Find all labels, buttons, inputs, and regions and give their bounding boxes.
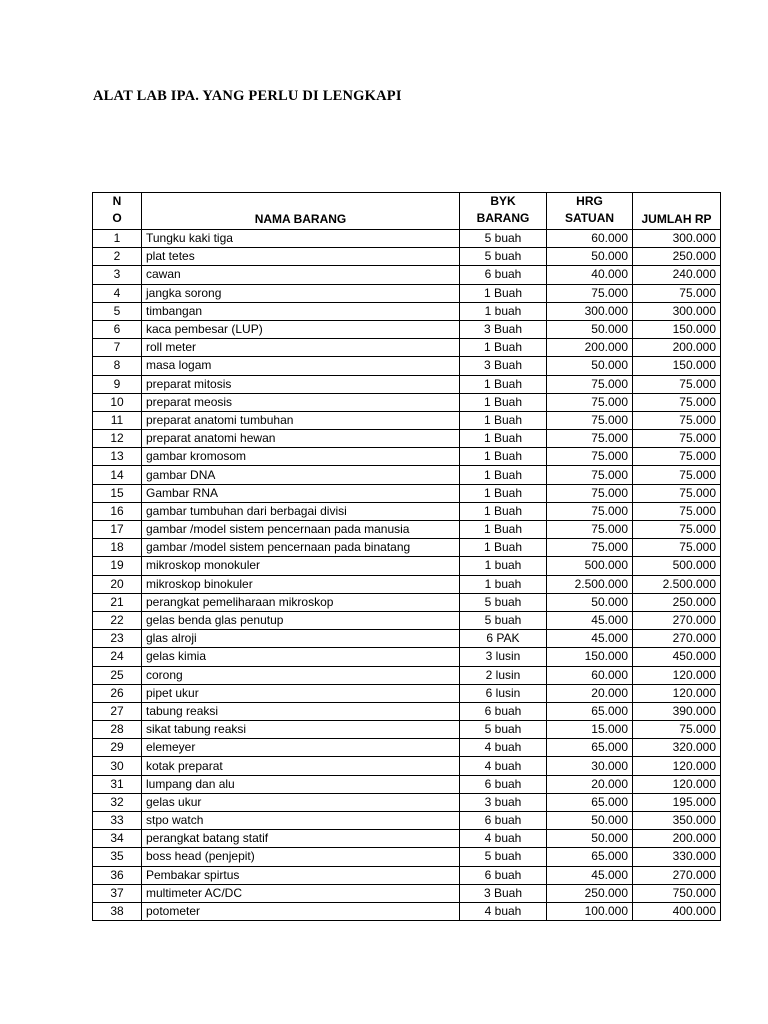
item-total: 350.000 (633, 812, 721, 830)
item-quantity: 5 buah (460, 593, 547, 611)
item-unit-price: 50.000 (547, 320, 633, 338)
table-row (93, 684, 721, 702)
item-name: preparat mitosis (142, 375, 460, 393)
row-number: 15 (93, 484, 142, 502)
row-number: 35 (93, 848, 142, 866)
item-name: multimeter AC/DC (142, 884, 460, 902)
item-unit-price: 45.000 (547, 866, 633, 884)
row-number: 2 (93, 248, 142, 266)
item-unit-price: 45.000 (547, 630, 633, 648)
item-total: 75.000 (633, 484, 721, 502)
item-name: lumpang dan alu (142, 775, 460, 793)
table-row (93, 484, 721, 502)
item-unit-price: 100.000 (547, 902, 633, 920)
item-total: 195.000 (633, 793, 721, 811)
row-number: 1 (93, 230, 142, 248)
row-number: 12 (93, 430, 142, 448)
row-number: 20 (93, 575, 142, 593)
item-total: 2.500.000 (633, 575, 721, 593)
item-total: 250.000 (633, 593, 721, 611)
item-unit-price: 50.000 (547, 830, 633, 848)
item-quantity: 6 buah (460, 866, 547, 884)
row-number: 36 (93, 866, 142, 884)
item-unit-price: 65.000 (547, 702, 633, 720)
item-total: 75.000 (633, 502, 721, 520)
row-number: 13 (93, 448, 142, 466)
item-unit-price: 60.000 (547, 666, 633, 684)
table-row (93, 902, 721, 920)
item-unit-price: 50.000 (547, 812, 633, 830)
item-unit-price: 75.000 (547, 430, 633, 448)
table-row (93, 630, 721, 648)
item-quantity: 1 Buah (460, 393, 547, 411)
table-row (93, 702, 721, 720)
item-name: perangkat batang statif (142, 830, 460, 848)
item-total: 450.000 (633, 648, 721, 666)
item-name: masa logam (142, 357, 460, 375)
item-unit-price: 50.000 (547, 248, 633, 266)
item-quantity: 1 Buah (460, 502, 547, 520)
row-number: 30 (93, 757, 142, 775)
item-total: 75.000 (633, 393, 721, 411)
document-title: ALAT LAB IPA. YANG PERLU DI LENGKAPI (93, 88, 402, 104)
item-quantity: 1 Buah (460, 521, 547, 539)
item-total: 75.000 (633, 448, 721, 466)
table-row (93, 393, 721, 411)
row-number: 25 (93, 666, 142, 684)
item-total: 75.000 (633, 284, 721, 302)
item-unit-price: 150.000 (547, 648, 633, 666)
item-unit-price: 75.000 (547, 393, 633, 411)
table-row (93, 866, 721, 884)
item-name: potometer (142, 902, 460, 920)
table-row (93, 411, 721, 429)
item-total: 75.000 (633, 539, 721, 557)
item-unit-price: 60.000 (547, 230, 633, 248)
header-price-line1: HRG (576, 194, 603, 208)
item-name: stpo watch (142, 812, 460, 830)
item-total: 500.000 (633, 557, 721, 575)
row-number: 16 (93, 502, 142, 520)
table-row (93, 775, 721, 793)
item-quantity: 5 buah (460, 721, 547, 739)
item-unit-price: 65.000 (547, 739, 633, 757)
item-total: 390.000 (633, 702, 721, 720)
item-quantity: 4 buah (460, 902, 547, 920)
row-number: 9 (93, 375, 142, 393)
header-no (93, 193, 142, 230)
table-row (93, 611, 721, 629)
item-quantity: 1 Buah (460, 339, 547, 357)
item-name: gambar tumbuhan dari berbagai divisi (142, 502, 460, 520)
item-name: Pembakar spirtus (142, 866, 460, 884)
item-name: timbangan (142, 302, 460, 320)
table-row (93, 302, 721, 320)
header-total (633, 193, 721, 230)
item-name: pipet ukur (142, 684, 460, 702)
item-name: kaca pembesar (LUP) (142, 320, 460, 338)
header-qty-line1: BYK (490, 194, 516, 208)
row-number: 7 (93, 339, 142, 357)
table-row (93, 793, 721, 811)
table-row (93, 320, 721, 338)
item-unit-price: 50.000 (547, 593, 633, 611)
item-quantity: 3 buah (460, 793, 547, 811)
item-total: 150.000 (633, 320, 721, 338)
item-quantity: 6 PAK (460, 630, 547, 648)
item-unit-price: 300.000 (547, 302, 633, 320)
item-unit-price: 65.000 (547, 848, 633, 866)
table-row (93, 739, 721, 757)
item-unit-price: 250.000 (547, 884, 633, 902)
item-quantity: 1 Buah (460, 430, 547, 448)
table-row (93, 884, 721, 902)
item-unit-price: 75.000 (547, 539, 633, 557)
item-name: gelas ukur (142, 793, 460, 811)
item-total: 240.000 (633, 266, 721, 284)
row-number: 23 (93, 630, 142, 648)
item-name: perangkat pemeliharaan mikroskop (142, 593, 460, 611)
item-quantity: 1 Buah (460, 539, 547, 557)
table-row (93, 248, 721, 266)
table-row (93, 721, 721, 739)
item-quantity: 5 buah (460, 848, 547, 866)
item-name: gelas benda glas penutup (142, 611, 460, 629)
table-row (93, 848, 721, 866)
item-unit-price: 50.000 (547, 357, 633, 375)
table-row (93, 757, 721, 775)
item-name: kotak preparat (142, 757, 460, 775)
item-name: Gambar RNA (142, 484, 460, 502)
item-name: corong (142, 666, 460, 684)
item-quantity: 1 buah (460, 575, 547, 593)
item-quantity: 4 buah (460, 739, 547, 757)
table-row (93, 593, 721, 611)
item-unit-price: 20.000 (547, 684, 633, 702)
item-unit-price: 500.000 (547, 557, 633, 575)
item-name: gambar /model sistem pencernaan pada binatang (142, 539, 460, 557)
item-quantity: 1 Buah (460, 375, 547, 393)
table-row (93, 284, 721, 302)
table-body (93, 230, 721, 921)
item-name: roll meter (142, 339, 460, 357)
item-name: mikroskop monokuler (142, 557, 460, 575)
item-total: 200.000 (633, 339, 721, 357)
item-unit-price: 200.000 (547, 339, 633, 357)
item-quantity: 1 Buah (460, 466, 547, 484)
row-number: 28 (93, 721, 142, 739)
item-total: 750.000 (633, 884, 721, 902)
item-name: preparat anatomi hewan (142, 430, 460, 448)
item-quantity: 5 buah (460, 248, 547, 266)
table-row (93, 357, 721, 375)
item-quantity: 1 Buah (460, 448, 547, 466)
row-number: 14 (93, 466, 142, 484)
table-row (93, 666, 721, 684)
row-number: 31 (93, 775, 142, 793)
row-number: 8 (93, 357, 142, 375)
item-quantity: 1 Buah (460, 284, 547, 302)
item-quantity: 5 buah (460, 230, 547, 248)
item-total: 120.000 (633, 757, 721, 775)
item-quantity: 1 Buah (460, 411, 547, 429)
item-total: 75.000 (633, 430, 721, 448)
row-number: 38 (93, 902, 142, 920)
row-number: 6 (93, 320, 142, 338)
item-name: gelas kimia (142, 648, 460, 666)
item-quantity: 6 buah (460, 775, 547, 793)
table-header-row (93, 193, 721, 230)
item-total: 120.000 (633, 666, 721, 684)
item-unit-price: 75.000 (547, 284, 633, 302)
item-name: preparat anatomi tumbuhan (142, 411, 460, 429)
header-name-label: NAMA BARANG (254, 212, 347, 226)
header-no-line1: N (112, 194, 122, 208)
item-name: Tungku kaki tiga (142, 230, 460, 248)
row-number: 3 (93, 266, 142, 284)
row-number: 33 (93, 812, 142, 830)
row-number: 34 (93, 830, 142, 848)
header-name (142, 193, 460, 230)
item-total: 200.000 (633, 830, 721, 848)
item-total: 270.000 (633, 630, 721, 648)
header-qty-line2: BARANG (476, 211, 530, 225)
item-quantity: 4 buah (460, 757, 547, 775)
item-quantity: 6 buah (460, 702, 547, 720)
item-total: 75.000 (633, 721, 721, 739)
row-number: 4 (93, 284, 142, 302)
item-quantity: 3 Buah (460, 320, 547, 338)
item-name: tabung reaksi (142, 702, 460, 720)
row-number: 11 (93, 411, 142, 429)
item-name: gambar /model sistem pencernaan pada manusia (142, 521, 460, 539)
header-price-line2: SATUAN (564, 211, 615, 225)
item-unit-price: 75.000 (547, 484, 633, 502)
item-quantity: 6 lusin (460, 684, 547, 702)
item-unit-price: 2.500.000 (547, 575, 633, 593)
item-total: 400.000 (633, 902, 721, 920)
item-name: gambar kromosom (142, 448, 460, 466)
table-row (93, 539, 721, 557)
item-unit-price: 75.000 (547, 411, 633, 429)
item-unit-price: 75.000 (547, 375, 633, 393)
equipment-table (92, 192, 721, 921)
item-unit-price: 75.000 (547, 502, 633, 520)
item-unit-price: 65.000 (547, 793, 633, 811)
row-number: 22 (93, 611, 142, 629)
table-row (93, 466, 721, 484)
table-row (93, 521, 721, 539)
item-name: glas alroji (142, 630, 460, 648)
header-total-label: JUMLAH RP (641, 212, 712, 226)
item-total: 300.000 (633, 302, 721, 320)
item-unit-price: 15.000 (547, 721, 633, 739)
item-quantity: 6 buah (460, 266, 547, 284)
table-row (93, 375, 721, 393)
item-unit-price: 45.000 (547, 611, 633, 629)
item-quantity: 4 buah (460, 830, 547, 848)
item-quantity: 3 Buah (460, 357, 547, 375)
row-number: 18 (93, 539, 142, 557)
row-number: 26 (93, 684, 142, 702)
item-unit-price: 30.000 (547, 757, 633, 775)
item-quantity: 5 buah (460, 611, 547, 629)
row-number: 19 (93, 557, 142, 575)
item-total: 270.000 (633, 866, 721, 884)
item-name: preparat meosis (142, 393, 460, 411)
item-unit-price: 75.000 (547, 448, 633, 466)
item-total: 75.000 (633, 521, 721, 539)
item-name: plat tetes (142, 248, 460, 266)
item-total: 250.000 (633, 248, 721, 266)
header-price (547, 193, 633, 230)
item-quantity: 6 buah (460, 812, 547, 830)
header-no-line2: O (112, 211, 122, 225)
row-number: 5 (93, 302, 142, 320)
table-row (93, 557, 721, 575)
item-unit-price: 20.000 (547, 775, 633, 793)
item-name: elemeyer (142, 739, 460, 757)
item-unit-price: 40.000 (547, 266, 633, 284)
row-number: 24 (93, 648, 142, 666)
item-name: boss head (penjepit) (142, 848, 460, 866)
item-name: cawan (142, 266, 460, 284)
row-number: 29 (93, 739, 142, 757)
item-quantity: 1 Buah (460, 484, 547, 502)
item-quantity: 1 buah (460, 557, 547, 575)
item-total: 75.000 (633, 375, 721, 393)
row-number: 32 (93, 793, 142, 811)
item-total: 300.000 (633, 230, 721, 248)
row-number: 27 (93, 702, 142, 720)
item-total: 120.000 (633, 775, 721, 793)
item-total: 120.000 (633, 684, 721, 702)
item-quantity: 2 lusin (460, 666, 547, 684)
table-row (93, 448, 721, 466)
item-total: 150.000 (633, 357, 721, 375)
item-quantity: 3 Buah (460, 884, 547, 902)
table-row (93, 502, 721, 520)
table-row (93, 575, 721, 593)
table-row (93, 430, 721, 448)
item-total: 75.000 (633, 466, 721, 484)
row-number: 21 (93, 593, 142, 611)
table-row (93, 648, 721, 666)
header-qty (460, 193, 547, 230)
item-quantity: 1 buah (460, 302, 547, 320)
item-name: gambar DNA (142, 466, 460, 484)
row-number: 17 (93, 521, 142, 539)
item-unit-price: 75.000 (547, 521, 633, 539)
item-name: mikroskop binokuler (142, 575, 460, 593)
item-total: 320.000 (633, 739, 721, 757)
item-total: 75.000 (633, 411, 721, 429)
row-number: 37 (93, 884, 142, 902)
item-total: 270.000 (633, 611, 721, 629)
item-total: 330.000 (633, 848, 721, 866)
item-name: sikat tabung reaksi (142, 721, 460, 739)
table-row (93, 230, 721, 248)
item-name: jangka sorong (142, 284, 460, 302)
table-row (93, 830, 721, 848)
table-row (93, 339, 721, 357)
row-number: 10 (93, 393, 142, 411)
item-unit-price: 75.000 (547, 466, 633, 484)
table-row (93, 266, 721, 284)
table-row (93, 812, 721, 830)
item-quantity: 3 lusin (460, 648, 547, 666)
